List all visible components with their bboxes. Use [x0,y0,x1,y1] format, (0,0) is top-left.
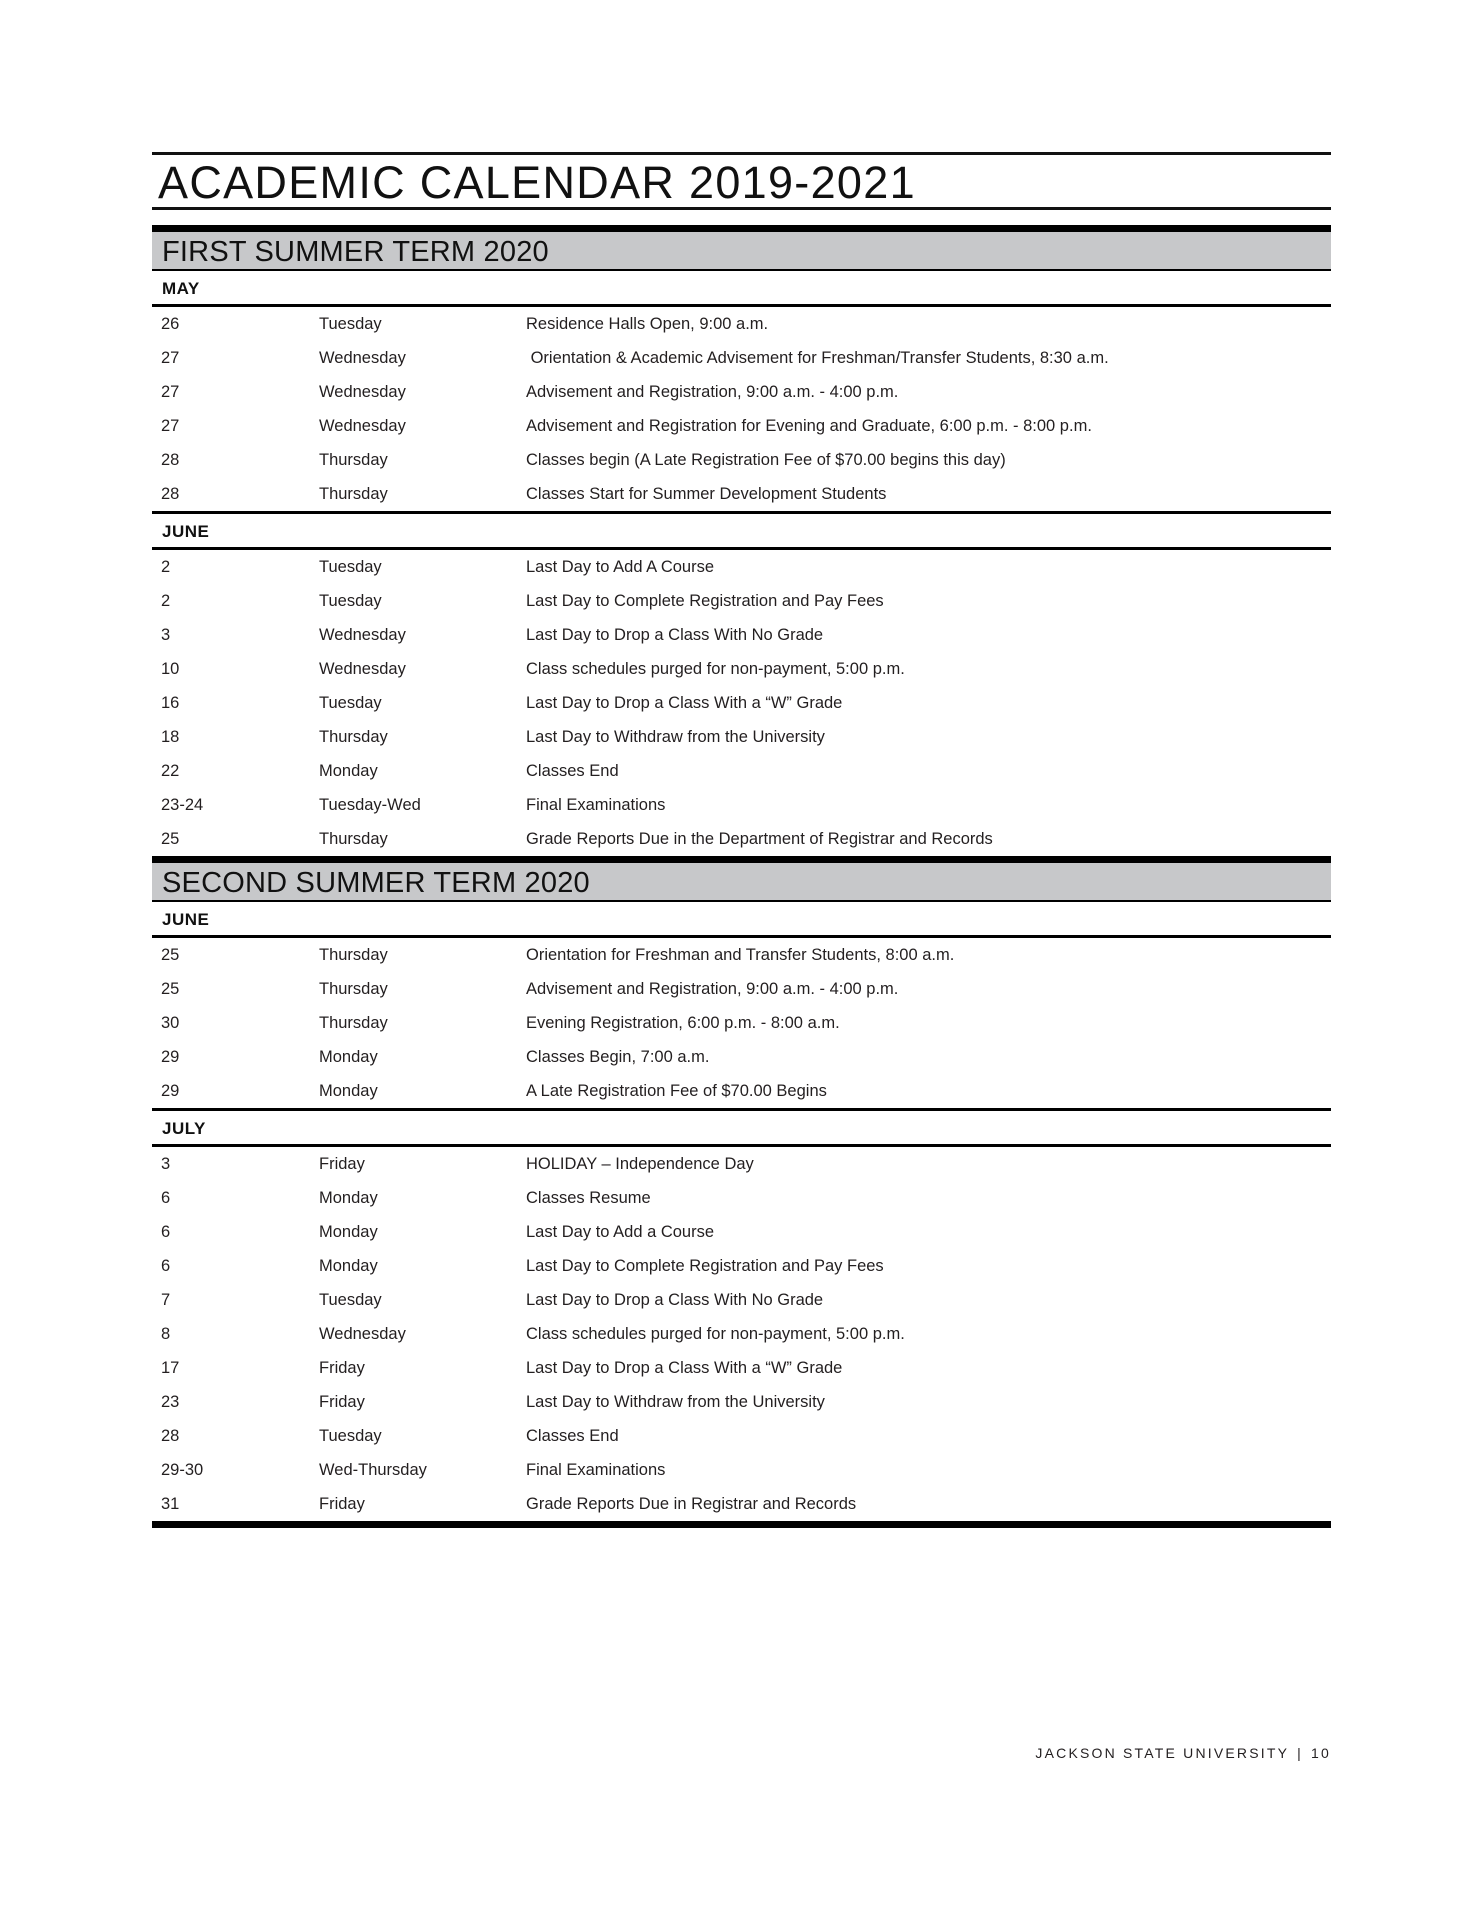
table-row [152,307,1331,341]
event-date: 3 [161,626,171,644]
table-row [152,1074,1331,1108]
event-date: 26 [161,315,180,333]
table-row [152,1147,1331,1181]
event-weekday: Friday [319,1155,365,1173]
event-description: Orientation & Academic Advisement for Freshman/Transfer Students, 8:30 a.m. [526,349,1109,367]
event-weekday: Friday [319,1495,365,1513]
term-title: SECOND SUMMER TERM 2020 [162,867,590,899]
event-description: Classes End [526,1427,619,1445]
event-date: 8 [161,1325,171,1343]
table-row [152,754,1331,788]
event-weekday: Monday [319,1257,378,1275]
table-row [152,1040,1331,1074]
event-weekday: Thursday [319,946,388,964]
table-row [152,1181,1331,1215]
event-weekday: Monday [319,1189,378,1207]
event-description: Class schedules purged for non-payment, 5:00 p.m. [526,660,905,678]
event-date: 25 [161,830,180,848]
table-row [152,1283,1331,1317]
event-weekday: Thursday [319,830,388,848]
event-description: Classes End [526,762,619,780]
month-header [152,902,1331,938]
event-date: 28 [161,1427,180,1445]
event-weekday: Tuesday [319,1427,382,1445]
event-description: Classes begin (A Late Registration Fee of $70.00 begins this day) [526,451,1006,469]
month-label: JUNE [162,522,210,541]
term-section [152,856,1331,1528]
table-row [152,788,1331,822]
event-weekday: Tuesday [319,1291,382,1309]
month-block [152,1108,1331,1521]
event-date: 6 [161,1257,171,1275]
event-date: 3 [161,1155,171,1173]
title-block [152,152,1331,210]
month-label: MAY [162,279,200,298]
table-row [152,822,1331,856]
event-weekday: Wednesday [319,383,406,401]
month-block [152,511,1331,856]
event-date: 17 [161,1359,180,1377]
event-description: Grade Reports Due in the Department of Registrar and Records [526,830,993,848]
event-weekday: Wed-Thursday [319,1461,427,1479]
footer-separator: | [1297,1745,1304,1761]
page-footer [1035,1745,1331,1761]
event-date: 28 [161,451,180,469]
event-weekday: Wednesday [319,660,406,678]
event-weekday: Monday [319,1223,378,1241]
event-date: 27 [161,383,180,401]
event-date: 27 [161,417,180,435]
event-description: Classes Begin, 7:00 a.m. [526,1048,710,1066]
table-row [152,720,1331,754]
event-description: HOLIDAY – Independence Day [526,1155,754,1173]
event-date: 6 [161,1189,171,1207]
event-description: Final Examinations [526,796,666,814]
event-description: Last Day to Drop a Class With No Grade [526,1291,824,1309]
event-date: 16 [161,694,180,712]
event-description: Advisement and Registration, 9:00 a.m. - 4:00 p.m. [526,383,899,401]
event-weekday: Monday [319,1048,378,1066]
event-date: 18 [161,728,180,746]
table-row [152,1487,1331,1521]
event-description: Classes Start for Summer Development Students [526,485,887,503]
term-title: FIRST SUMMER TERM 2020 [162,236,549,268]
table-row [152,618,1331,652]
event-date: 29-30 [161,1461,204,1479]
event-date: 29 [161,1048,180,1066]
event-weekday: Friday [319,1393,365,1411]
event-weekday: Friday [319,1359,365,1377]
event-description: Classes Resume [526,1189,651,1207]
event-weekday: Wednesday [319,626,406,644]
event-description: Final Examinations [526,1461,666,1479]
event-date: 6 [161,1223,171,1241]
month-header [152,271,1331,307]
table-row [152,1006,1331,1040]
event-date: 2 [161,558,171,576]
event-description: Last Day to Complete Registration and Pay Fees [526,1257,884,1275]
month-header [152,1111,1331,1147]
table-row [152,1453,1331,1487]
table-row [152,443,1331,477]
event-date: 25 [161,980,180,998]
event-weekday: Wednesday [319,349,406,367]
event-description: Advisement and Registration, 9:00 a.m. - 4:00 p.m. [526,980,899,998]
event-description: Last Day to Complete Registration and Pay Fees [526,592,884,610]
event-date: 29 [161,1082,180,1100]
closing-rule [152,1521,1331,1528]
month-block [152,271,1331,511]
event-date: 27 [161,349,180,367]
page-title: ACADEMIC CALENDAR 2019-2021 [158,157,916,208]
footer-institution: JACKSON STATE UNIVERSITY [1035,1745,1290,1761]
event-weekday: Tuesday [319,315,382,333]
table-row [152,584,1331,618]
event-weekday: Wednesday [319,1325,406,1343]
event-weekday: Monday [319,1082,378,1100]
event-description: Advisement and Registration for Evening and Graduate, 6:00 p.m. - 8:00 p.m. [526,417,1092,435]
month-label: JUNE [162,910,210,929]
term-header [152,856,1331,902]
table-row [152,652,1331,686]
event-list [152,307,1331,511]
table-row [152,375,1331,409]
event-description: Last Day to Drop a Class With No Grade [526,626,824,644]
event-weekday: Wednesday [319,417,406,435]
event-description: Last Day to Withdraw from the University [526,1393,825,1411]
event-date: 23 [161,1393,180,1411]
event-description: A Late Registration Fee of $70.00 Begins [526,1082,827,1100]
event-description: Orientation for Freshman and Transfer Students, 8:00 a.m. [526,946,955,964]
event-weekday: Thursday [319,485,388,503]
event-weekday: Monday [319,762,378,780]
event-date: 10 [161,660,180,678]
table-row [152,1249,1331,1283]
event-description: Residence Halls Open, 9:00 a.m. [526,315,769,333]
event-list [152,938,1331,1108]
event-description: Last Day to Drop a Class With a “W” Grade [526,694,843,712]
table-row [152,1419,1331,1453]
event-weekday: Thursday [319,728,388,746]
event-description: Evening Registration, 6:00 p.m. - 8:00 a.m. [526,1014,840,1032]
table-row [152,1385,1331,1419]
terms-container [152,225,1331,1528]
event-description: Last Day to Drop a Class With a “W” Grade [526,1359,843,1377]
page-number: 10 [1311,1745,1331,1761]
month-block [152,902,1331,1108]
event-weekday: Tuesday-Wed [319,796,421,814]
month-label: JULY [162,1119,206,1138]
event-date: 31 [161,1495,180,1513]
event-date: 2 [161,592,171,610]
event-date: 28 [161,485,180,503]
event-date: 22 [161,762,180,780]
event-weekday: Thursday [319,1014,388,1032]
event-description: Grade Reports Due in Registrar and Records [526,1495,857,1513]
month-header [152,514,1331,550]
event-date: 25 [161,946,180,964]
event-list [152,550,1331,856]
table-row [152,686,1331,720]
event-weekday: Thursday [319,451,388,469]
event-weekday: Tuesday [319,592,382,610]
calendar-page [152,152,1331,1528]
event-description: Last Day to Add a Course [526,1223,715,1241]
event-date: 7 [161,1291,171,1309]
table-row [152,938,1331,972]
event-weekday: Tuesday [319,558,382,576]
table-row [152,341,1331,375]
table-row [152,1317,1331,1351]
event-date: 23-24 [161,796,204,814]
event-weekday: Tuesday [319,694,382,712]
event-weekday: Thursday [319,980,388,998]
table-row [152,972,1331,1006]
term-section [152,225,1331,856]
event-description: Last Day to Add A Course [526,558,715,576]
table-row [152,550,1331,584]
term-header [152,225,1331,271]
event-description: Class schedules purged for non-payment, 5:00 p.m. [526,1325,905,1343]
table-row [152,409,1331,443]
table-row [152,1351,1331,1385]
table-row [152,1215,1331,1249]
event-list [152,1147,1331,1521]
event-description: Last Day to Withdraw from the University [526,728,825,746]
table-row [152,477,1331,511]
event-date: 30 [161,1014,180,1032]
